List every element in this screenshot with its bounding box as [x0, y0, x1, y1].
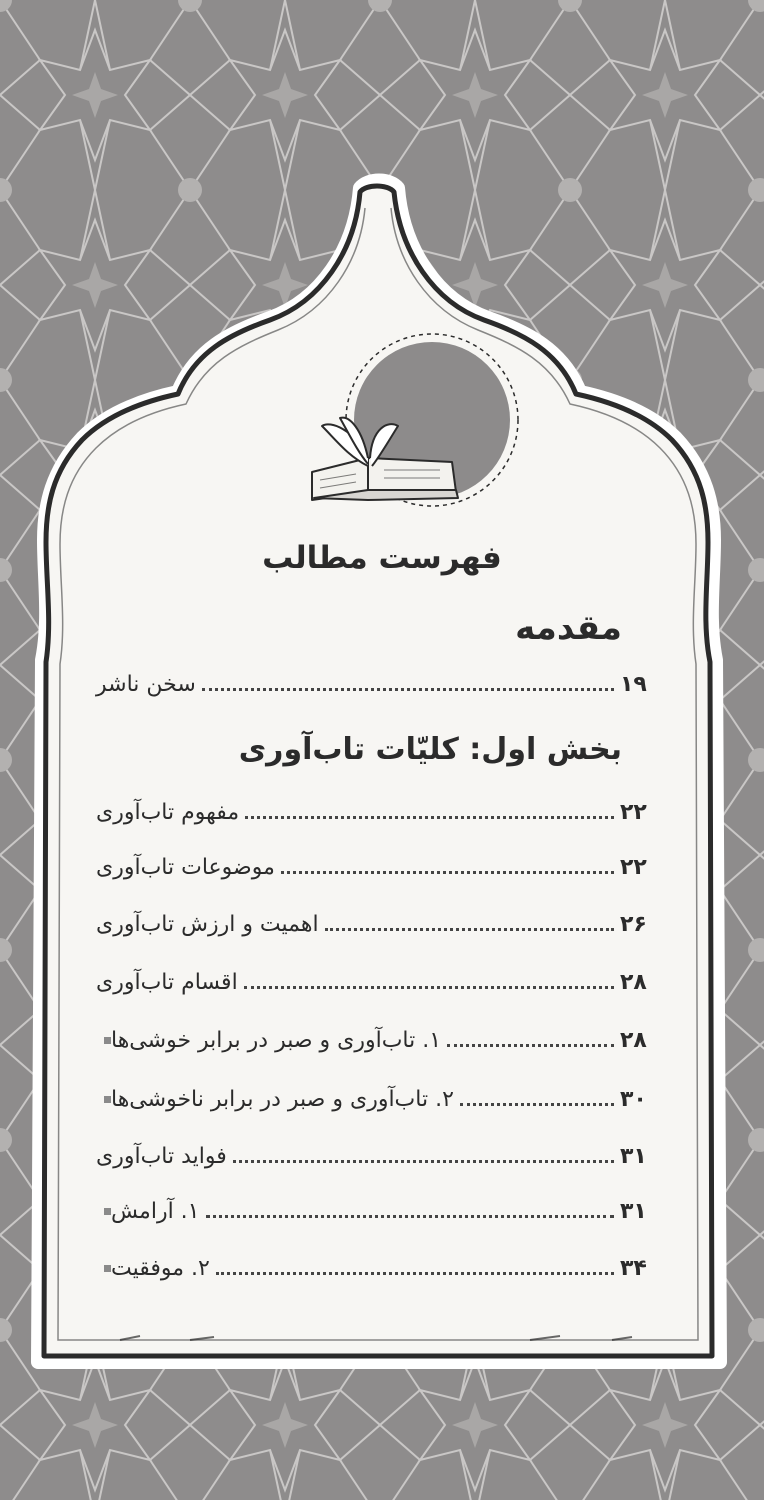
section-heading-introduction: مقدمه — [515, 608, 622, 648]
toc-entry-page: ۳۴ — [620, 1256, 647, 1281]
dot-leader — [245, 816, 614, 819]
toc-entry-label: سخن ناشر — [96, 672, 196, 697]
dot-leader — [460, 1103, 614, 1106]
dot-leader — [325, 928, 614, 931]
toc-entry-page: ۳۱ — [620, 1199, 647, 1224]
square-bullet-icon — [104, 1037, 111, 1044]
toc-entry-page: ۲۸ — [620, 1028, 647, 1053]
toc-subentry[interactable] — [96, 1199, 654, 1239]
dot-leader — [244, 986, 614, 989]
toc-entry-label: ۱. آرامش — [96, 1199, 200, 1224]
toc-entry-label: فواید تاب‌آوری — [96, 1144, 227, 1169]
toc-entry-label: ۲. موفقیت — [96, 1256, 210, 1281]
toc-subentry[interactable] — [96, 1028, 654, 1068]
dot-leader — [233, 1160, 614, 1163]
toc-entry[interactable] — [96, 855, 654, 895]
toc-entry-label: موضوعات تاب‌آوری — [96, 855, 275, 880]
toc-entry[interactable] — [96, 912, 654, 952]
toc-entry[interactable] — [96, 970, 654, 1010]
toc-entry-page: ۲۸ — [620, 970, 647, 995]
dot-leader — [202, 688, 614, 691]
toc-title: فهرست مطالب — [262, 540, 502, 576]
dot-leader — [447, 1044, 614, 1047]
dot-leader — [206, 1215, 615, 1218]
toc-entry[interactable] — [96, 1144, 654, 1184]
toc-entry-label: اهمیت و ارزش تاب‌آوری — [96, 912, 319, 937]
dot-leader — [281, 871, 614, 874]
toc-entry-page: ۲۶ — [620, 912, 647, 937]
toc-subentry[interactable] — [96, 1087, 654, 1127]
toc-entry-page: ۲۲ — [620, 855, 647, 880]
dot-leader — [216, 1272, 614, 1275]
toc-entry-label: ۲. تاب‌آوری و صبر در برابر ناخوشی‌ها — [96, 1087, 454, 1112]
toc-entry-page: ۳۰ — [620, 1087, 647, 1112]
square-bullet-icon — [104, 1096, 111, 1103]
toc-entry-page: ۲۲ — [620, 800, 647, 825]
toc-entry-page: ۳۱ — [620, 1144, 647, 1169]
toc-entry-label: مفهوم تاب‌آوری — [96, 800, 240, 825]
square-bullet-icon — [104, 1208, 111, 1215]
section-heading-part-one: بخش اول: کلیّات تاب‌آوری — [238, 732, 622, 767]
toc-entry[interactable] — [96, 672, 654, 712]
toc-subentry[interactable] — [96, 1256, 654, 1296]
toc-entry-page: ۱۹ — [620, 672, 647, 697]
toc-entry[interactable] — [96, 800, 654, 840]
toc-entry-label: ۱. تاب‌آوری و صبر در برابر خوشی‌ها — [96, 1028, 441, 1053]
toc-entry-label: اقسام تاب‌آوری — [96, 970, 238, 995]
square-bullet-icon — [104, 1265, 111, 1272]
